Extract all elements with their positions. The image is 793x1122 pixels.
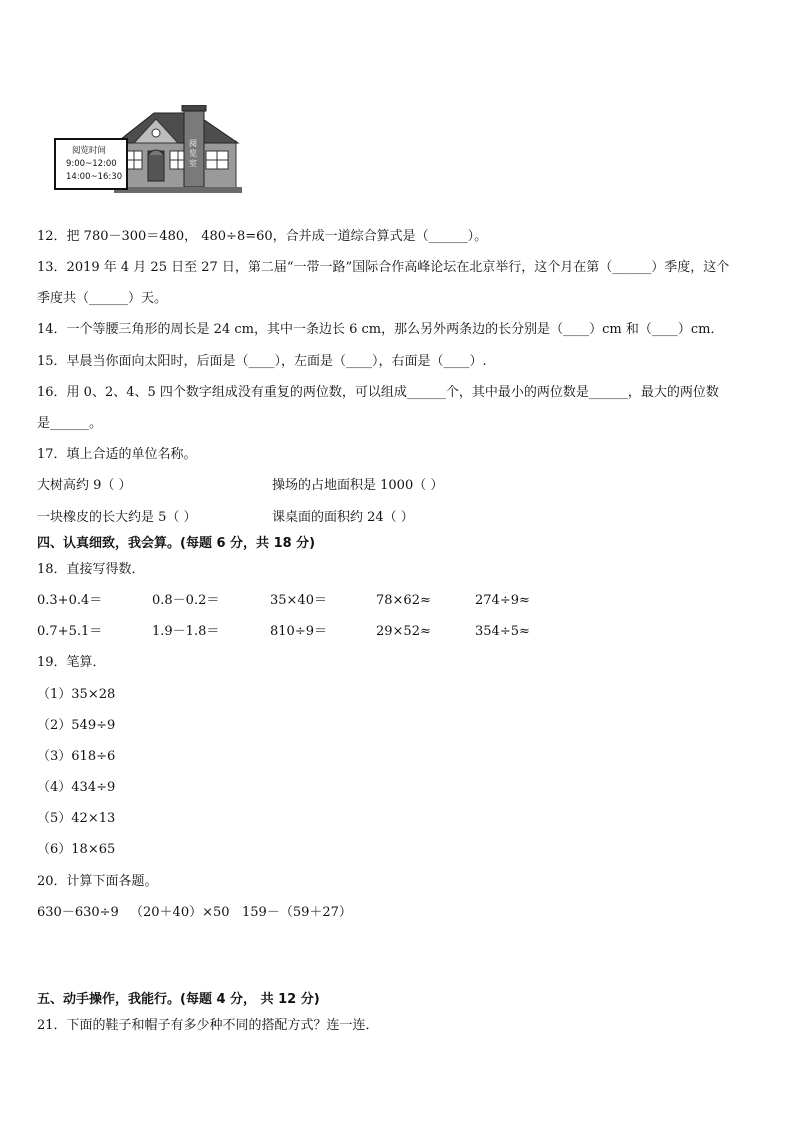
q18-r1-c1: 0.3+0.4＝ [37, 593, 103, 608]
q19-item-4: （4）434÷9 [37, 780, 116, 795]
q20-item-2: （20＋40）×50 [130, 905, 230, 920]
q17-item-tree: 大树高约 9（ ） [37, 478, 132, 493]
question-13-line1: 13．2019 年 4 月 25 日至 27 日，第二届“一带一路”国际合作高峰论坛在北京举行，这个月在第（______）季度，这个 [37, 260, 730, 275]
q18-r1-c4: 78×62≈ [376, 593, 431, 608]
question-18: 18．直接写得数． [37, 562, 145, 577]
reading-room-illustration [54, 105, 244, 199]
q18-r2-c3: 810÷9＝ [270, 624, 327, 639]
q18-r2-c5: 354÷5≈ [475, 624, 530, 639]
question-14: 14．一个等腰三角形的周长是 24 cm，其中一条边长 6 cm，那么另外两条边的长分别是（____）cm 和（____）cm． [37, 322, 724, 337]
q19-item-1: （1）35×28 [37, 687, 116, 702]
q20-item-1: 630－630÷9 [37, 905, 119, 920]
question-19: 19．笔算． [37, 655, 106, 670]
q18-r1-c2: 0.8－0.2＝ [152, 593, 220, 608]
q18-r2-c1: 0.7+5.1＝ [37, 624, 103, 639]
tower-label: 阅览室 [189, 139, 197, 168]
q19-item-2: （2）549÷9 [37, 718, 116, 733]
question-16-line1: 16．用 0、2、4、5 四个数字组成没有重复的两位数，可以组成______个，其中最小的两位数是______，最大的两位数 [37, 385, 719, 400]
q17-item-eraser: 一块橡皮的长大约是 5（ ） [37, 510, 197, 525]
question-15: 15．早晨当你面向太阳时，后面是（____），左面是（____），右面是（____）. [37, 354, 487, 369]
section-4-heading: 四、认真细致，我会算。(每题 6 分，共 18 分) [37, 536, 316, 551]
question-12: 12．把 780－300＝480， 480÷8=60，合并成一道综合算式是（______）。 [37, 229, 488, 244]
q20-item-3: 159－（59＋27） [242, 905, 352, 920]
question-16-line2: 是______。 [37, 416, 103, 431]
sign-time-afternoon: 14:00~16:30 [66, 172, 123, 182]
q18-r2-c2: 1.9－1.8＝ [152, 624, 220, 639]
q19-item-6: （6）18×65 [37, 842, 116, 857]
q18-r1-c5: 274÷9≈ [475, 593, 530, 608]
question-21: 21．下面的鞋子和帽子有多少种不同的搭配方式？连一连． [37, 1018, 379, 1033]
q18-r2-c4: 29×52≈ [376, 624, 431, 639]
q19-item-3: （3）618÷6 [37, 749, 116, 764]
q19-item-5: （5）42×13 [37, 811, 116, 826]
section-5-heading: 五、动手操作，我能行。(每题 4 分， 共 12 分) [37, 992, 320, 1007]
q17-item-playground: 操场的占地面积是 1000（ ） [272, 478, 444, 493]
q18-r1-c3: 35×40＝ [270, 593, 327, 608]
question-17: 17．填上合适的单位名称。 [37, 447, 197, 462]
sign-title: 阅览时间 [72, 146, 107, 156]
q17-item-desk: 课桌面的面积约 24（ ） [272, 510, 414, 525]
question-20: 20．计算下面各题。 [37, 874, 158, 889]
sign-time-morning: 9:00~12:00 [66, 159, 117, 169]
question-13-line2: 季度共（______）天。 [37, 291, 168, 306]
